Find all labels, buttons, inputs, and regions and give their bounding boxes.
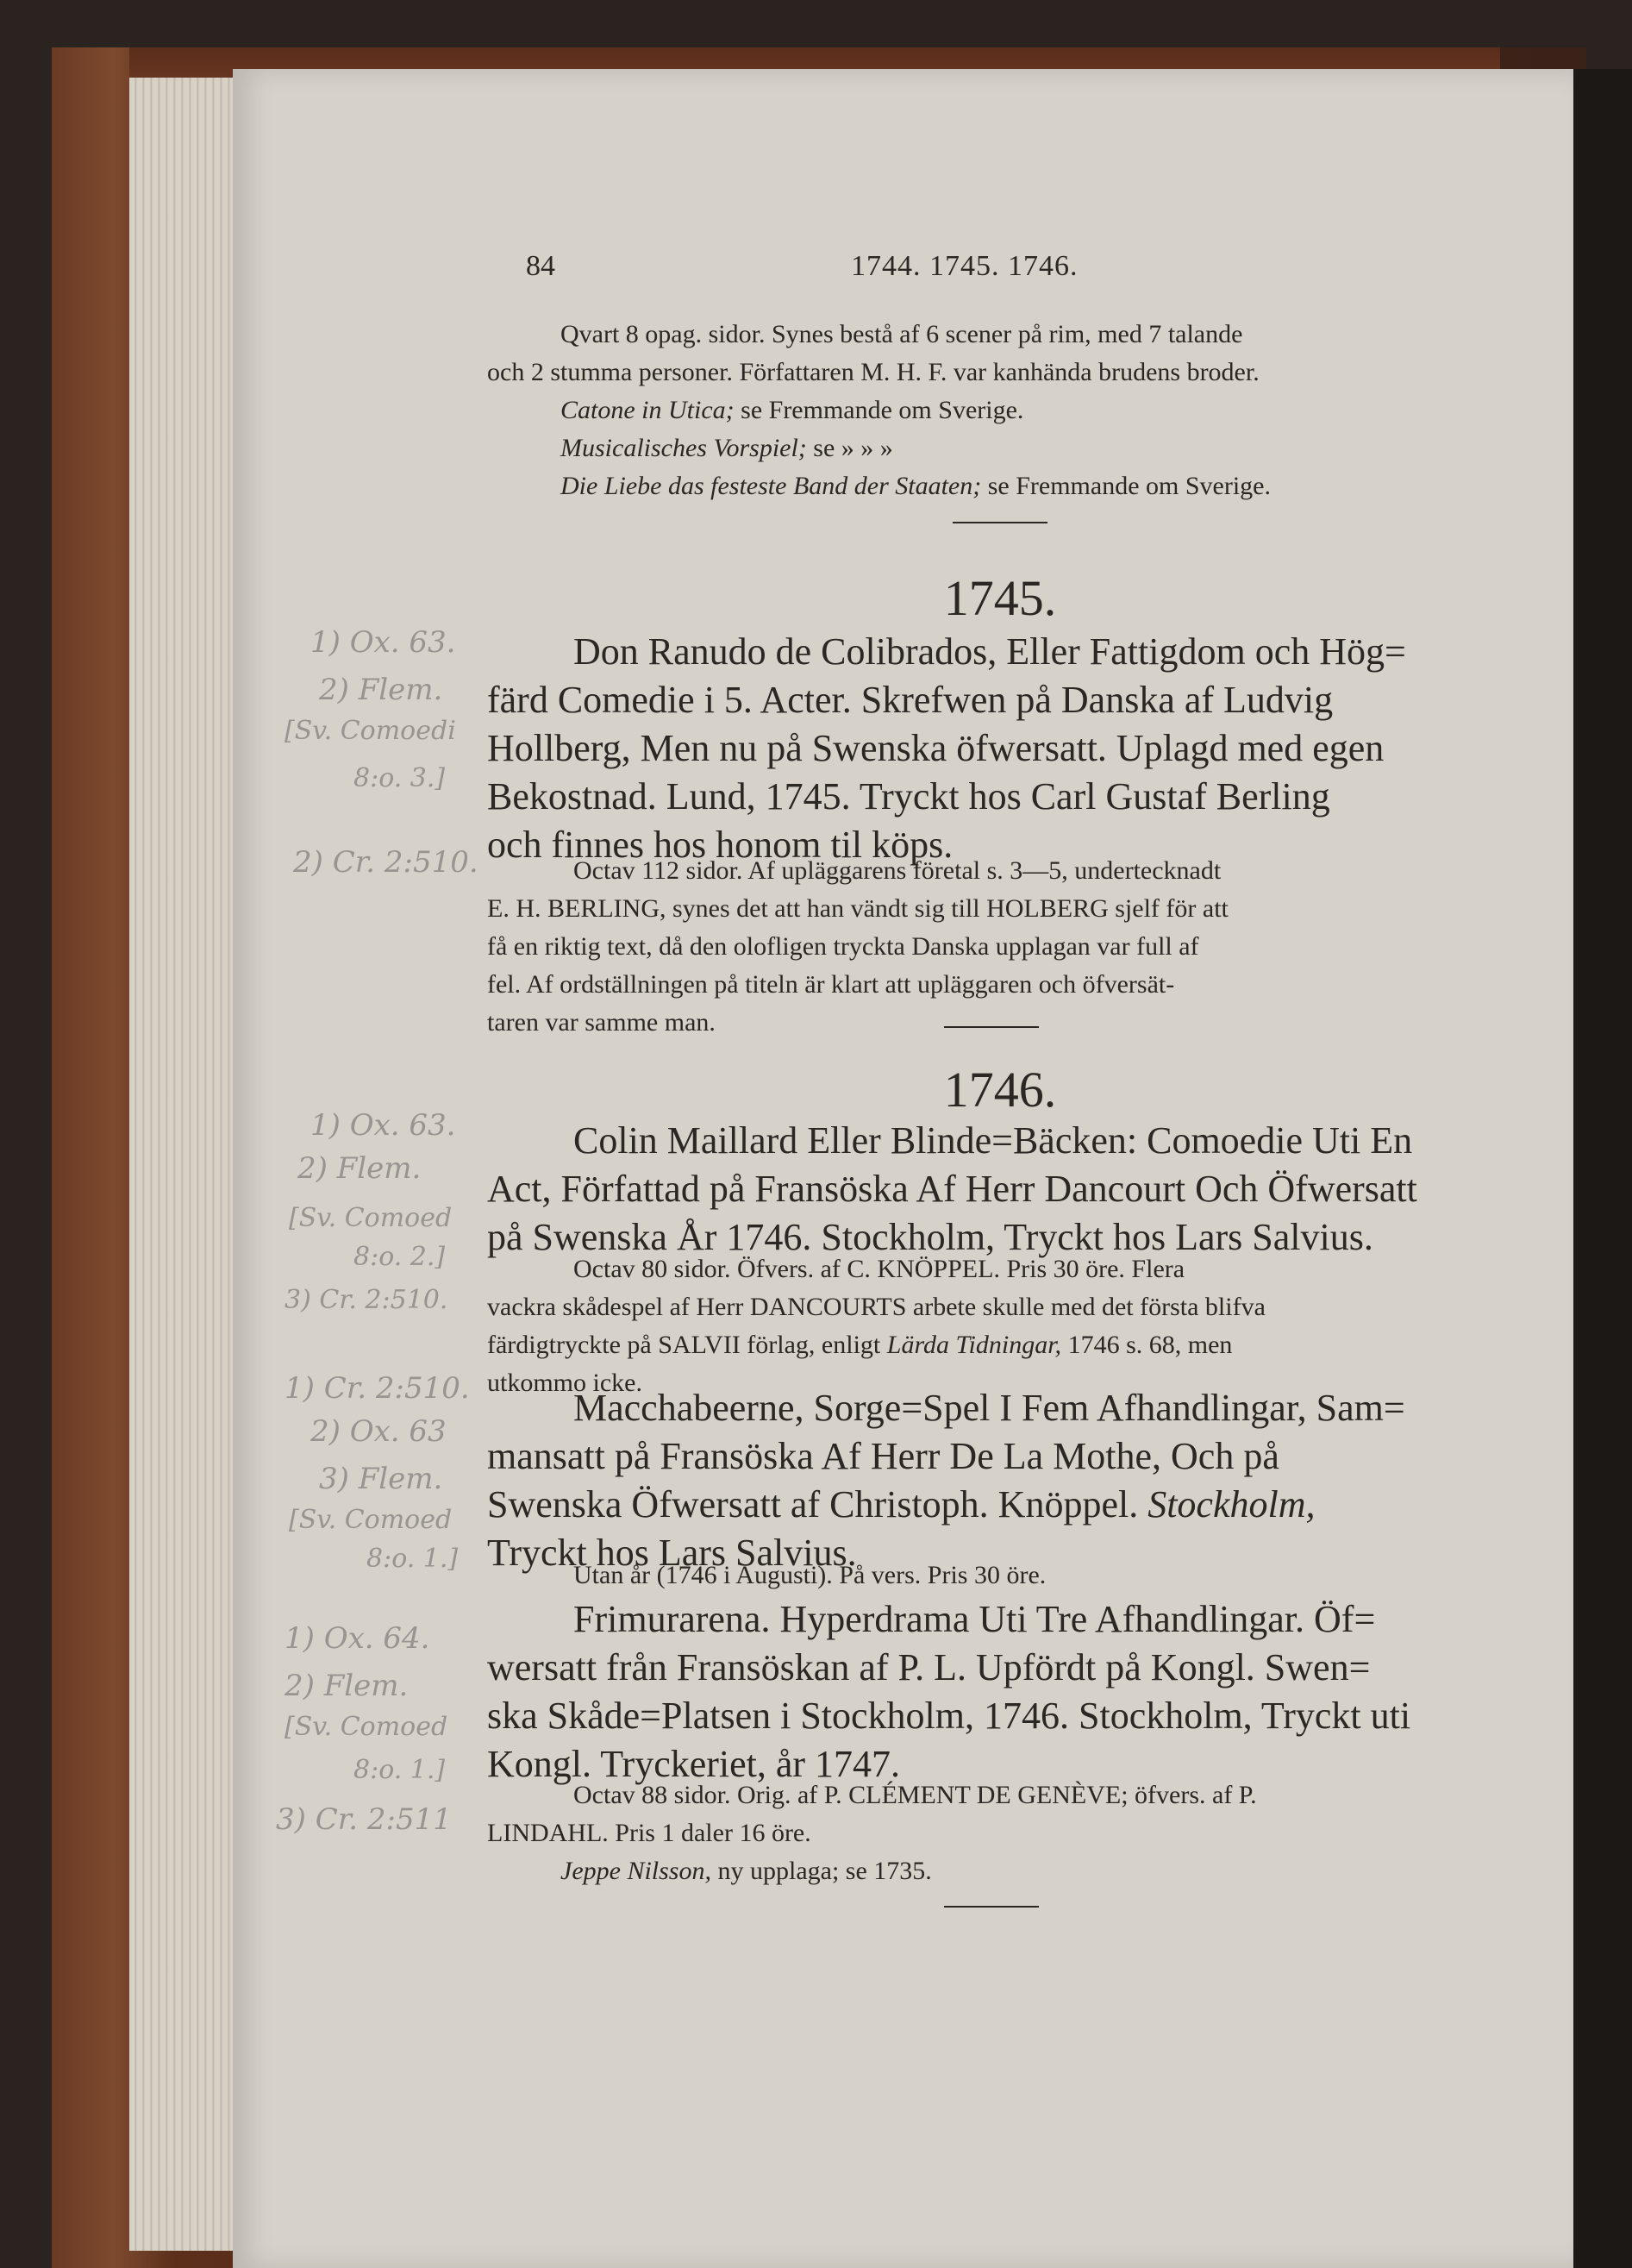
margin-note: 2) Flem. (297, 1151, 422, 1186)
xref-musicalisches: Musicalisches Vorspiel; se » » » (560, 434, 893, 462)
margin-note: 1) Cr. 2:510. (285, 1371, 470, 1406)
entry-colin-maillard-note: Octav 80 sidor. Öfvers. af C. KNÖPPEL. Pris 30 öre. Flera vackra skådespel af Herr DANCOURTS arbete skulle med det första blifva färdigtryckte på SALVII förlag, enligt Lärda Tidningar, 1746 s. 68, men utkommo icke. (487, 1255, 1266, 1397)
page-stack-edges (129, 78, 250, 2251)
entry-colin-maillard-title: Colin Maillard Eller Blinde=Bäcken: Comoedie Uti En Act, Författad på Fransöska Af Herr Dancourt Och Öfwersatt på Swenska År 1746. Stockholm, Tryckt hos Lars Salvius. (487, 1119, 1417, 1258)
section-divider (944, 1906, 1039, 1908)
margin-note: 1) Ox. 63. (310, 1108, 456, 1143)
margin-note: 2) Flem. (285, 1669, 409, 1703)
margin-note: 2) Ox. 63 (310, 1414, 447, 1449)
margin-note: 8:o. 2.] (353, 1242, 446, 1272)
margin-note: 8:o. 1.] (353, 1755, 446, 1785)
year-heading-1746: 1746. (943, 1062, 1057, 1118)
margin-note: [Sv. Comoedi (285, 716, 456, 746)
entry-macchabeerne-note: Utan år (1746 i Augusti). På vers. Pris 30 öre. (573, 1561, 1047, 1589)
entry-macchabeerne-title: Macchabeerne, Sorge=Spel I Fem Afhandlingar, Sam= mansatt på Fransöska Af Herr De La Mothe, Och på Swenska Öfwersatt af Christoph. Knöppel. Stockholm, Tryckt hos Lars Salvius. (487, 1387, 1405, 1574)
entry-frimurarena-title: Frimurarena. Hyperdrama Uti Tre Afhandlingar. Öf= wersatt från Fransöskan af P. L. Upfördt på Kongl. Swen= ska Skåde=Platsen i Stockholm, 1746. Stockholm, Tryckt uti Kongl. Tryckeriet, år 1747. (487, 1598, 1411, 1785)
margin-note: 2) Cr. 2:510. (293, 845, 478, 880)
margin-note: 3) Cr. 2:511 (276, 1802, 452, 1837)
margin-note: 3) Cr. 2:510. (285, 1285, 448, 1315)
background-edge (1569, 69, 1632, 2268)
margin-note: [Sv. Comoed (289, 1203, 453, 1233)
entry-1744-note: Qvart 8 opag. sidor. Synes bestå af 6 scener på rim, med 7 talande och 2 stumma personer. Författaren M. H. F. var kanhända brudens broder. Catone in Utica; se Fremmande om Sverige. Musicalisches Vorspiel; se » » » Die Liebe das festeste Band der Staaten; se Fremmande om Sverige. (487, 316, 1513, 505)
margin-note: 2) Flem. (319, 673, 443, 707)
year-heading-1745: 1745. (943, 570, 1057, 626)
margin-note: 8:o. 1.] (366, 1544, 459, 1574)
margin-note: 1) Ox. 63. (310, 625, 456, 660)
xref-catone: Catone in Utica; se Fremmande om Sverige. (560, 396, 1024, 424)
margin-note: 8:o. 3.] (353, 763, 446, 793)
section-divider (953, 522, 1047, 523)
section-divider (944, 1026, 1039, 1028)
margin-note: 1) Ox. 64. (285, 1621, 430, 1656)
entry-don-ranudo-title: Don Ranudo de Colibrados, Eller Fattigdom och Hög= färd Comedie i 5. Acter. Skrefwen på Danska af Ludvig Hollberg, Men nu på Swenska öfwersatt. Uplagd med egen Bekostnad. Lund, 1745. Tryckt hos Carl Gustaf Berling och finnes hos honom til köps. (487, 630, 1406, 866)
margin-note: [Sv. Comoed (285, 1712, 448, 1742)
running-head-years: 1744. 1745. 1746. (851, 250, 1079, 282)
entry-don-ranudo-note: Octav 112 sidor. Af upläggarens företal s. 3—5, undertecknadt E. H. BERLING, synes det att han vändt sig till HOLBERG sjelf för att få en riktig text, då den olofligen tryckta Danska upplagan var full af fel. Af ordställningen på titeln är klart att upläggaren och öfversät- taren var samme man. (487, 856, 1229, 1037)
margin-note: 3) Flem. (319, 1462, 443, 1496)
xref-die-liebe: Die Liebe das festeste Band der Staaten; se Fremmande om Sverige. (560, 472, 1271, 500)
page-number: 84 (526, 250, 555, 282)
xref-jeppe-nilsson: Jeppe Nilsson, ny upplaga; se 1735. (560, 1857, 932, 1885)
entry-frimurarena-note: Octav 88 sidor. Orig. af P. CLÉMENT DE GENÈVE; öfvers. af P. LINDAHL. Pris 1 daler 16 öre. Jeppe Nilsson, ny upplaga; se 1735. (487, 1776, 1513, 1890)
margin-note: [Sv. Comoed (289, 1505, 453, 1535)
